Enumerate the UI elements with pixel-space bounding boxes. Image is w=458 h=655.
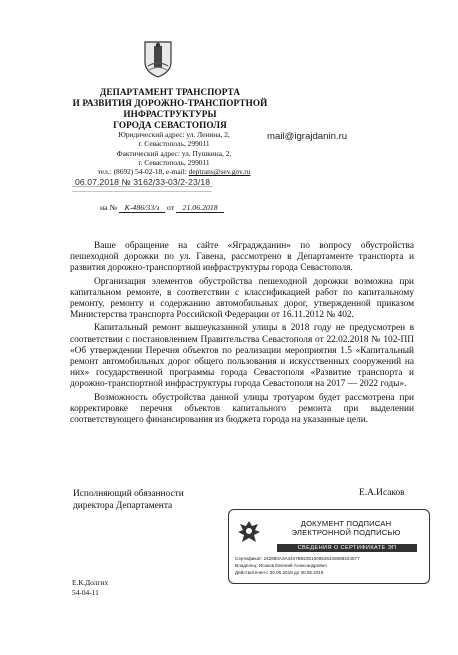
recipient-email[interactable]: mail@igrajdanin.ru [267,131,348,142]
certificate-header: СВЕДЕНИЯ О СЕРТИФИКАТЕ ЭП [277,544,417,552]
paragraph-3: Капитальный ремонт вышеуказанной улицы в 2018 году не предусмотрен в соответствии с постановлением Правительства Севастополя от 22.02.2018 № 102-ПП «Об утверждении Перечня объектов по реализации мероприятия 1.5 «Капитальный ремонт автомобильных дорог общего пользования и искусственных сооружений на них» государственной программы города Севастополя «Развитие транспорта и дорожно-транспортной инфраструктуры города Севастополя на 2017 — 2022 годы». [70,323,414,390]
ref-number: К-486/33/з [119,203,165,213]
executor-block [72,578,108,597]
org-name-line3: ИНФРАСТРУКТУРЫ [123,109,217,119]
executor-name: Е.К.Долгих [72,578,109,587]
ref-date: 21.06.2018 [176,203,224,213]
phone-label: тел.: (8692) 54-02-18, e-mail: [97,167,189,177]
letter-body [70,241,414,428]
signer-name: Е.А.Исаков [359,488,405,498]
signer-position [73,488,184,512]
paragraph-4: Возможность обустройства данной улицы тротуаром будет рассмотрена при корректировке перечня объектов капитального ремонта при выделении соответствующего финансирования из бюджета города на указанные цели. [70,392,414,426]
paragraph-2: Организация элементов обустройства пешеходной дорожки возможна при капитальном ремонте, в соответствии с классификацией работ по капитальному ремонту, ремонту и содержанию автомобильных дорог, утвержденной приказом Министерства транспорта Российской Федерации от 16.11.2012 № 402. [70,276,414,321]
actual-address-line2: г. Севастополь, 299011 [138,157,210,167]
signer-position-line2: директора Департамента [73,501,173,511]
certificate-line: Сертификат: 242860A3A4447B92301009546436088424577 [235,556,360,561]
electronic-signature-stamp [228,509,430,584]
address-block [84,130,264,176]
org-name-line1: ДЕПАРТАМЕНТ ТРАНСПОРТА [99,87,241,97]
department-header [60,87,280,131]
ref-prefix: на № [100,203,119,212]
contacts-line [84,167,264,176]
signer-position-line1: Исполняющий обязанности [73,489,184,499]
reference-line [100,203,224,213]
executor-phone: 54-04-11 [72,587,99,597]
coat-of-arms-icon [143,40,173,78]
certificate-details [235,555,425,577]
legal-address-line2: г. Севастополь, 299011 [138,139,210,149]
stamp-title [271,519,421,538]
department-email-link[interactable]: deptrans@sev.gov.ru [188,167,251,177]
stamp-title-line2: ЭЛЕКТРОННОЙ ПОДПИСЬЮ [291,528,401,538]
validity-line: Действителен с 30.05.2018 до 30.05.2019 [235,570,324,576]
registration-number: 06.07.2018 № 3162/33-03/2-23/18 [75,177,211,187]
legal-address-line1: Юридический адрес: ул. Ленина, 2, [118,130,230,139]
ref-from: от [164,203,177,212]
org-name-line4: ГОРОДА СЕВАСТОПОЛЯ [113,120,227,130]
russian-eagle-icon [234,517,264,547]
actual-address-line1: Фактический адрес: ул. Пушкина, 2, [116,148,232,158]
owner-line: Владелец: Исаков Евгений Александрович [235,563,327,569]
crossed-out-line [72,186,212,192]
stamp-title-line1: ДОКУМЕНТ ПОДПИСАН [300,519,392,528]
paragraph-1: Ваше обращение на сайте «Яграджданин» по вопросу обустройства пешеходной дорожки по ул. Гавена, рассмотрено в Департаменте транспорта и развития дорожно-транспортной инфраструктуры города Севастополя. [70,241,414,274]
org-name-line2: И РАЗВИТИЯ ДОРОЖНО-ТРАНСПОРТНОЙ [72,98,268,108]
